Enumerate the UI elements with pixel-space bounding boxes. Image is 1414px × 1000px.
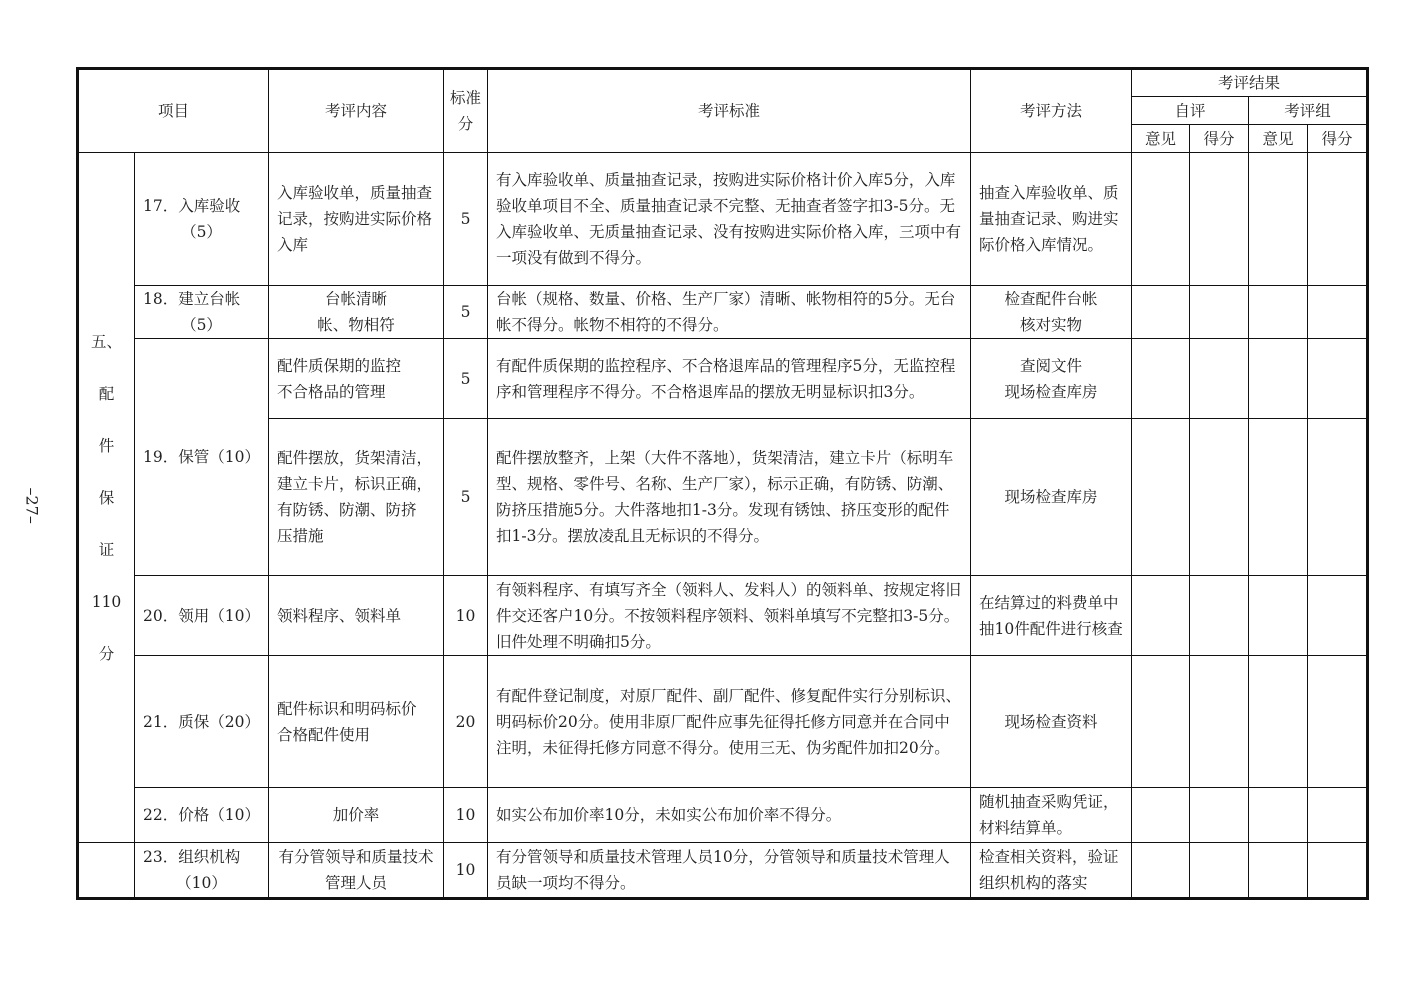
table-row	[78, 843, 1368, 899]
item-score: （5）	[181, 223, 222, 241]
header-standard: 考评标准	[488, 69, 971, 153]
item-title: 20．领用（10）	[143, 606, 260, 625]
standard-cell: 有分管领导和质量技术管理人员10分，分管领导和质量技术管理人员缺一项均不得分。	[488, 843, 971, 899]
self-opinion-cell[interactable]	[1132, 788, 1190, 843]
item-score: （10）	[176, 874, 227, 892]
header-group-opinion: 意见	[1249, 125, 1308, 153]
item-cell	[135, 286, 269, 339]
section-label-line: 件	[98, 436, 115, 455]
item-cell	[135, 656, 269, 788]
self-opinion-cell[interactable]	[1132, 843, 1190, 899]
group-score-cell[interactable]	[1308, 419, 1368, 576]
item-title: 18．建立台帐	[143, 290, 241, 308]
self-score-cell[interactable]	[1190, 419, 1249, 576]
group-opinion-cell[interactable]	[1249, 656, 1308, 788]
score-cell: 10	[444, 576, 488, 656]
score-cell: 5	[444, 286, 488, 339]
table-row	[78, 419, 1368, 576]
item-cell	[135, 339, 269, 576]
standard-cell: 有入库验收单、质量抽查记录，按购进实际价格计价入库5分，入库验收单项目不全、质量抽查记录不完整、无抽查者签字扣3-5分。无入库验收单、无质量抽查记录、没有按购进实际价格入库，三项中有一项没有做到不得分。	[488, 153, 971, 286]
group-opinion-cell[interactable]	[1249, 339, 1308, 419]
next-section-cell	[78, 843, 135, 899]
standard-cell: 有配件质保期的监控程序、不合格退库品的管理程序5分，无监控程序和管理程序不得分。不合格退库品的摆放无明显标识扣3分。	[488, 339, 971, 419]
method-cell: 在结算过的料费单中抽10件配件进行核查	[971, 576, 1132, 656]
content-cell: 有分管领导和质量技术管理人员	[269, 843, 444, 899]
group-opinion-cell[interactable]	[1249, 419, 1308, 576]
method-cell: 随机抽查采购凭证，材料结算单。	[971, 788, 1132, 843]
score-cell: 10	[444, 843, 488, 899]
item-cell	[135, 843, 269, 899]
group-opinion-cell[interactable]	[1249, 576, 1308, 656]
item-title: 23．组织机构	[143, 848, 241, 866]
score-cell: 5	[444, 153, 488, 286]
header-group-eval: 考评组	[1249, 97, 1368, 125]
content-cell: 配件摆放，货架清洁，建立卡片，标识正确，有防锈、防潮、防挤 压措施	[269, 419, 444, 576]
header-result: 考评结果	[1132, 69, 1368, 97]
group-score-cell[interactable]	[1308, 788, 1368, 843]
table-row	[78, 153, 1368, 286]
section-label-line: 保	[98, 488, 115, 507]
score-cell: 5	[444, 339, 488, 419]
score-cell: 5	[444, 419, 488, 576]
content-cell: 入库验收单，质量抽查记录，按购进实际价格入库	[269, 153, 444, 286]
method-cell: 现场检查库房	[971, 419, 1132, 576]
section-label-line: 110	[91, 592, 122, 611]
standard-cell: 有配件登记制度，对原厂配件、副厂配件、修复配件实行分别标识、明码标价20分。使用非原厂配件应事先征得托修方同意并在合同中注明，未征得托修方同意不得分。使用三无、伪劣配件加扣20分。	[488, 656, 971, 788]
self-opinion-cell[interactable]	[1132, 656, 1190, 788]
group-score-cell[interactable]	[1308, 286, 1368, 339]
page-number: –27–	[22, 487, 42, 524]
table-row	[78, 576, 1368, 656]
group-opinion-cell[interactable]	[1249, 843, 1308, 899]
method-cell: 检查相关资料，验证组织机构的落实	[971, 843, 1132, 899]
header-content: 考评内容	[269, 69, 444, 153]
section-label-line: 证	[98, 540, 115, 559]
item-cell	[135, 153, 269, 286]
standard-cell: 台帐（规格、数量、价格、生产厂家）清晰、帐物相符的5分。无台帐不得分。帐物不相符的不得分。	[488, 286, 971, 339]
header-standard-score: 标准分	[444, 69, 488, 153]
header-group-score: 得分	[1308, 125, 1368, 153]
content-cell: 领料程序、领料单	[269, 576, 444, 656]
header-method: 考评方法	[971, 69, 1132, 153]
group-score-cell[interactable]	[1308, 339, 1368, 419]
content-cell: 配件标识和明码标价 合格配件使用	[269, 656, 444, 788]
method-cell: 检查配件台帐 核对实物	[971, 286, 1132, 339]
self-opinion-cell[interactable]	[1132, 286, 1190, 339]
group-score-cell[interactable]	[1308, 153, 1368, 286]
section-label-line: 配	[98, 384, 115, 403]
method-cell: 抽查入库验收单、质量抽查记录、购进实际价格入库情况。	[971, 153, 1132, 286]
method-cell: 查阅文件 现场检查库房	[971, 339, 1132, 419]
content-cell: 加价率	[269, 788, 444, 843]
group-opinion-cell[interactable]	[1249, 153, 1308, 286]
score-cell: 10	[444, 788, 488, 843]
self-score-cell[interactable]	[1190, 153, 1249, 286]
evaluation-table	[76, 67, 1369, 900]
item-title: 19．保管（10）	[143, 448, 260, 466]
group-opinion-cell[interactable]	[1249, 286, 1308, 339]
group-score-cell[interactable]	[1308, 843, 1368, 899]
self-score-cell[interactable]	[1190, 576, 1249, 656]
content-cell: 配件质保期的监控 不合格品的管理	[269, 339, 444, 419]
item-cell	[135, 576, 269, 656]
self-opinion-cell[interactable]	[1132, 576, 1190, 656]
table-row	[78, 656, 1368, 788]
self-score-cell[interactable]	[1190, 656, 1249, 788]
group-score-cell[interactable]	[1308, 656, 1368, 788]
item-title: 21．质保（20）	[143, 712, 260, 731]
header-self-score: 得分	[1190, 125, 1249, 153]
method-cell: 现场检查资料	[971, 656, 1132, 788]
self-score-cell[interactable]	[1190, 286, 1249, 339]
table-row	[78, 286, 1368, 339]
section-label	[78, 153, 135, 843]
standard-cell: 有领料程序、有填写齐全（领料人、发料人）的领料单、按规定将旧件交还客户10分。不按领料程序领料、领料单填写不完整扣3-5分。旧件处理不明确扣5分。	[488, 576, 971, 656]
section-label-line: 分	[98, 644, 115, 663]
content-cell: 台帐清晰 帐、物相符	[269, 286, 444, 339]
item-score: （5）	[181, 316, 222, 334]
self-opinion-cell[interactable]	[1132, 419, 1190, 576]
header-row-1	[78, 69, 1368, 97]
self-opinion-cell[interactable]	[1132, 339, 1190, 419]
header-self-eval: 自评	[1132, 97, 1249, 125]
item-title: 22．价格（10）	[143, 806, 260, 824]
standard-cell: 如实公布加价率10分，未如实公布加价率不得分。	[488, 788, 971, 843]
group-score-cell[interactable]	[1308, 576, 1368, 656]
item-title: 17．入库验收	[143, 197, 241, 215]
section-label-line: 五、	[90, 332, 122, 351]
table-row	[78, 788, 1368, 843]
group-opinion-cell[interactable]	[1249, 788, 1308, 843]
header-project: 项目	[78, 69, 269, 153]
table-row	[78, 339, 1368, 419]
item-cell	[135, 788, 269, 843]
standard-cell: 配件摆放整齐，上架（大件不落地），货架清洁，建立卡片（标明车型、规格、零件号、名称、生产厂家），标示正确，有防锈、防潮、防挤压措施5分。大件落地扣1-3分。发现有锈蚀、挤压变形的配件扣1-3分。摆放凌乱且无标识的不得分。	[488, 419, 971, 576]
self-opinion-cell[interactable]	[1132, 153, 1190, 286]
self-score-cell[interactable]	[1190, 843, 1249, 899]
self-score-cell[interactable]	[1190, 788, 1249, 843]
self-score-cell[interactable]	[1190, 339, 1249, 419]
header-self-opinion: 意见	[1132, 125, 1190, 153]
score-cell: 20	[444, 656, 488, 788]
